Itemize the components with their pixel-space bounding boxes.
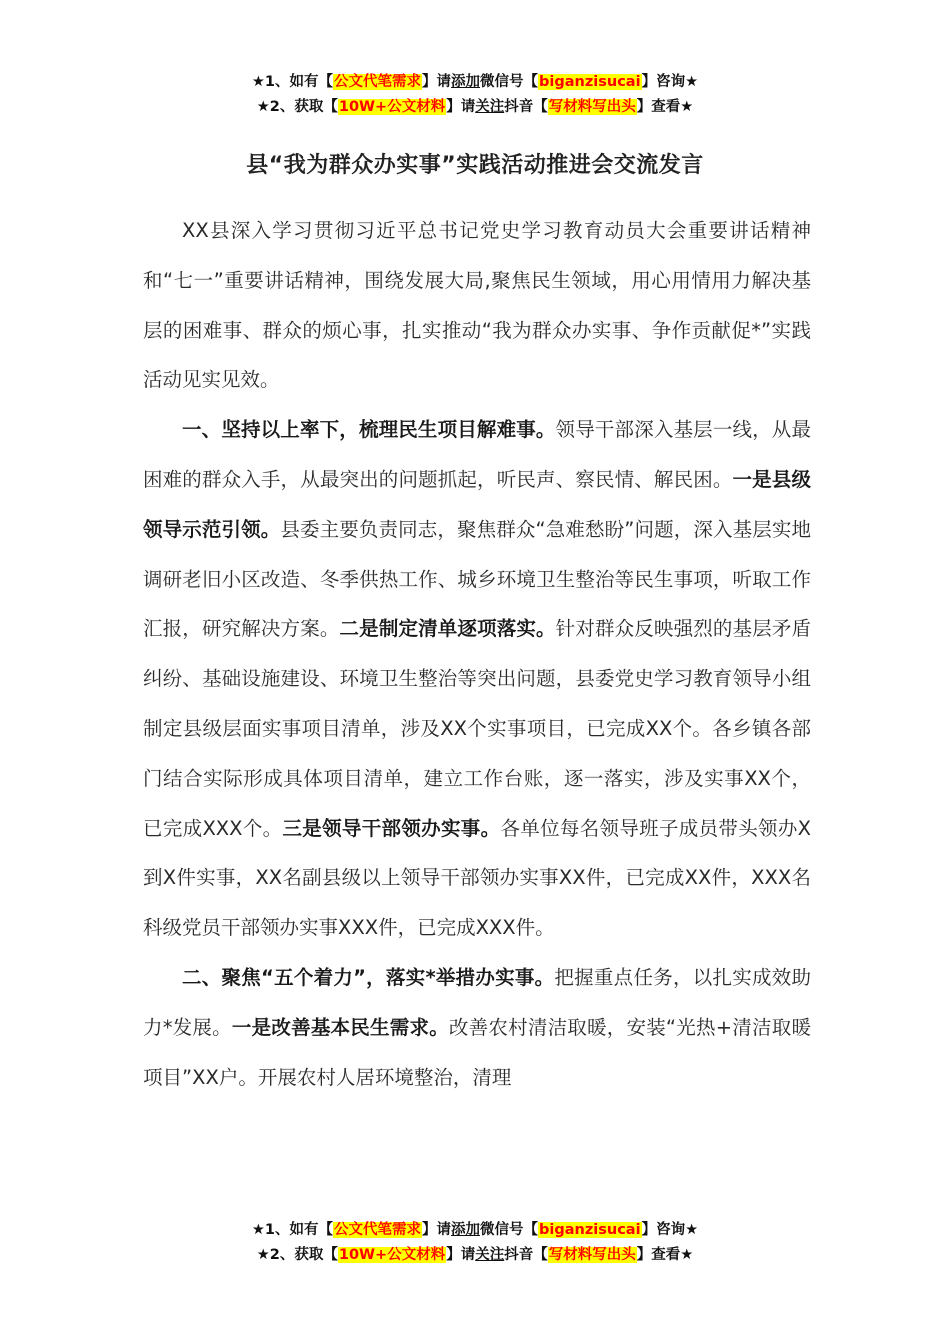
bold-point: 三是领导干部领办实事。 <box>282 816 501 840</box>
banner-text: ★1、如有【 <box>251 74 334 90</box>
document-title: 县“我为群众办实事”实践活动推进会交流发言 <box>246 153 704 178</box>
banner-text: 抖音【 <box>504 99 548 115</box>
header-banner <box>0 70 950 120</box>
banner-line-1 <box>0 70 950 95</box>
banner-underlined: 添加 <box>451 1222 481 1238</box>
bold-point: 一是改善基本民生需求。 <box>231 1015 449 1039</box>
banner-text: 】咨询★ <box>641 74 699 90</box>
banner-highlight: 10W+公文材料 <box>338 1247 446 1263</box>
paragraph-text: 县委主要负责同志，聚焦群众“急难愁盼”问题，深入基层实地调研老旧小区改造、冬季供热工作、城乡环境卫生整治等民生事项，听取工作汇报，研究解决方案。 <box>143 517 811 641</box>
banner-underlined: 添加 <box>451 74 481 90</box>
section-2-paragraph <box>143 953 811 1102</box>
bold-point: 二是制定清单逐项落实。 <box>339 617 556 641</box>
paragraph-text: 领导干部深入基层一线，从最困难的群众入手，从最突出的问题抓起，听民声、察民情、解民困。 <box>143 418 811 491</box>
banner-highlight: biganzisucai <box>539 1222 641 1238</box>
banner-line-2 <box>0 1243 950 1268</box>
banner-text: ★2、获取【 <box>256 1247 338 1263</box>
banner-highlight: 公文代笔需求 <box>334 74 422 90</box>
paragraph-text: 各单位每名领导班子成员带头领办X到X件实事，XX名副县级以上领导干部领办实事XX件，已完成XX件，XXX名科级党员干部领办实事XXX件，已完成XXX件。 <box>143 816 812 940</box>
document-body <box>143 206 811 1102</box>
footer-banner <box>0 1218 950 1268</box>
banner-text: 】咨询★ <box>641 1222 699 1238</box>
banner-highlight: 公文代笔需求 <box>334 1222 422 1238</box>
banner-line-1 <box>0 1218 950 1243</box>
banner-line-2 <box>0 95 950 120</box>
banner-text: 】请 <box>446 1247 476 1263</box>
banner-text: 微信号【 <box>480 74 539 90</box>
banner-text: 抖音【 <box>504 1247 548 1263</box>
bold-point: 一是县级领导示范引领。 <box>143 467 811 541</box>
paragraph-text: 把握重点任务，以扎实成效助力*发展。 <box>143 965 811 1039</box>
banner-highlight: 写材料写出头 <box>548 99 636 115</box>
banner-text: 】请 <box>422 1222 452 1238</box>
paragraph-text: 针对群众反映强烈的基层矛盾纠纷、基础设施建设、环境卫生整治等突出问题，县委党史学习教育领导小组制定县级层面实事项目清单，涉及XX个实事项目，已完成XX个。各乡镇各部门结合实际形成具体项目清单，建立工作台账，逐一落实，涉及实事XX个，已完成XXX个。 <box>143 617 811 840</box>
banner-text: 微信号【 <box>480 1222 539 1238</box>
banner-underlined: 关注 <box>475 1247 505 1263</box>
banner-highlight: 10W+公文材料 <box>338 99 446 115</box>
banner-text: 】请 <box>422 74 452 90</box>
paragraph-text: 改善农村清洁取暖，安装“光热+清洁取暖项目”XX户。开展农村人居环境整治，清理 <box>143 1015 811 1089</box>
banner-text: 】请 <box>446 99 476 115</box>
banner-highlight: 写材料写出头 <box>548 1247 636 1263</box>
banner-text: ★2、获取【 <box>256 99 338 115</box>
intro-paragraph: XX县深入学习贯彻习近平总书记党史学习教育动员大会重要讲话精神和“七一”重要讲话精神，围绕发展大局,聚焦民生领域，用心用情用力解决基层的困难事、群众的烦心事，扎实推动“我为群众办实事、争作贡献促*”实践活动见实见效。 <box>143 219 811 392</box>
banner-text: ★1、如有【 <box>251 1222 334 1238</box>
banner-highlight: biganzisucai <box>539 74 641 90</box>
section-2-heading: 二、聚焦“五个着力”，落实*举措办实事。 <box>182 965 555 989</box>
banner-underlined: 关注 <box>475 99 505 115</box>
banner-text: 】查看★ <box>636 1247 694 1263</box>
section-1-paragraph <box>143 405 811 953</box>
section-1-heading: 一、坚持以上率下，梳理民生项目解难事。 <box>182 418 556 442</box>
banner-text: 】查看★ <box>636 99 694 115</box>
